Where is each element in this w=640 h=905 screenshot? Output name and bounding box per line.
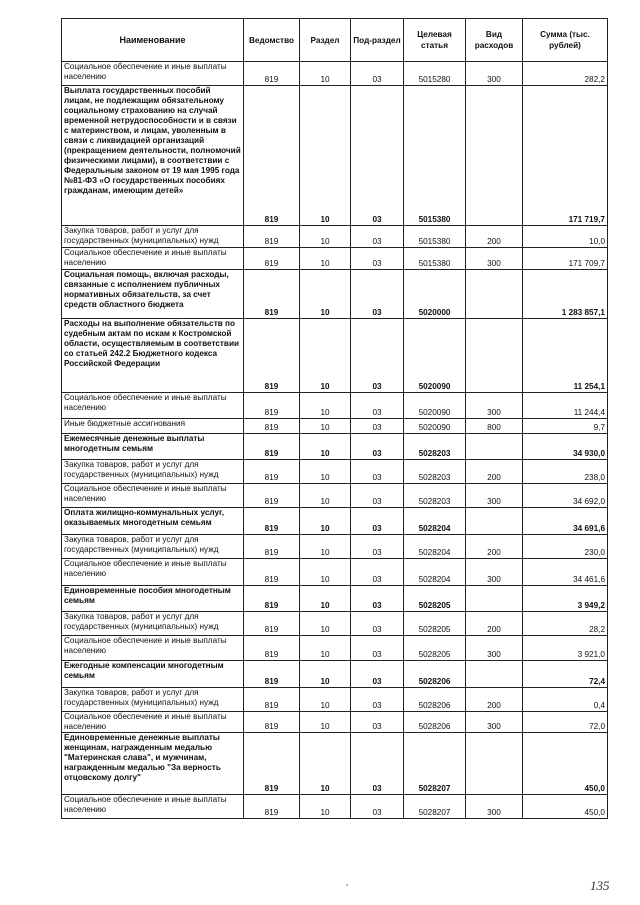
cell-target: 5020090 <box>404 419 466 434</box>
cell-target: 5028206 <box>404 661 466 688</box>
cell-subsection: 03 <box>351 484 404 508</box>
table-row <box>62 62 608 86</box>
cell-subsection: 03 <box>351 319 404 393</box>
table-row <box>62 86 608 226</box>
cell-sum: 230,0 <box>523 535 608 559</box>
cell-section: 10 <box>300 248 351 270</box>
cell-subsection: 03 <box>351 248 404 270</box>
cell-target: 5020000 <box>404 270 466 319</box>
table-row <box>62 484 608 508</box>
cell-type: 200 <box>466 688 523 712</box>
cell-type: 300 <box>466 248 523 270</box>
cell-name: Закупка товаров, работ и услуг для государственных (муниципальных) нужд <box>62 460 244 484</box>
cell-section: 10 <box>300 484 351 508</box>
cell-subsection: 03 <box>351 86 404 226</box>
cell-target: 5015380 <box>404 248 466 270</box>
cell-subsection: 03 <box>351 688 404 712</box>
cell-subsection: 03 <box>351 712 404 733</box>
cell-type <box>466 733 523 795</box>
cell-type: 800 <box>466 419 523 434</box>
cell-subsection: 03 <box>351 393 404 419</box>
table-row <box>62 712 608 733</box>
cell-dept: 819 <box>244 795 300 819</box>
cell-subsection: 03 <box>351 661 404 688</box>
cell-name: Единовременные пособия многодетным семьям <box>62 586 244 612</box>
cell-name: Социальное обеспечение и иные выплаты населению <box>62 636 244 661</box>
cell-name: Социальное обеспечение и иные выплаты населению <box>62 795 244 819</box>
cell-target: 5028203 <box>404 434 466 460</box>
cell-subsection: 03 <box>351 62 404 86</box>
cell-type: 300 <box>466 62 523 86</box>
cell-type: 200 <box>466 612 523 636</box>
cell-subsection: 03 <box>351 795 404 819</box>
cell-subsection: 03 <box>351 270 404 319</box>
cell-dept: 819 <box>244 86 300 226</box>
cell-target: 5028204 <box>404 508 466 535</box>
cell-dept: 819 <box>244 434 300 460</box>
cell-section: 10 <box>300 712 351 733</box>
cell-name: Социальное обеспечение и иные выплаты населению <box>62 484 244 508</box>
cell-subsection: 03 <box>351 226 404 248</box>
cell-target: 5028207 <box>404 795 466 819</box>
cell-name: Ежегодные компенсации многодетным семьям <box>62 661 244 688</box>
cell-sum: 34 930,0 <box>523 434 608 460</box>
table-row <box>62 460 608 484</box>
cell-sum: 450,0 <box>523 733 608 795</box>
cell-name: Единовременные денежные выплаты женщинам, награжденным медалью "Материнская слава", и мужчинам, награжденным медалью "За верность отцовскому долгу" <box>62 733 244 795</box>
cell-type <box>466 270 523 319</box>
cell-name: Закупка товаров, работ и услуг для государственных (муниципальных) нужд <box>62 226 244 248</box>
cell-subsection: 03 <box>351 559 404 586</box>
cell-dept: 819 <box>244 393 300 419</box>
cell-sum: 282,2 <box>523 62 608 86</box>
cell-sum: 10,0 <box>523 226 608 248</box>
table-row <box>62 795 608 819</box>
cell-sum: 34 691,6 <box>523 508 608 535</box>
table-row <box>62 535 608 559</box>
cell-sum: 0,4 <box>523 688 608 712</box>
cell-target: 5020090 <box>404 319 466 393</box>
cell-dept: 819 <box>244 535 300 559</box>
cell-type: 300 <box>466 484 523 508</box>
cell-dept: 819 <box>244 248 300 270</box>
header-subsection: Под-раздел <box>351 19 404 62</box>
cell-sum: 72,0 <box>523 712 608 733</box>
header-dept: Ведомство <box>244 19 300 62</box>
cell-type <box>466 661 523 688</box>
cell-sum: 34 461,6 <box>523 559 608 586</box>
cell-dept: 819 <box>244 460 300 484</box>
cell-type: 300 <box>466 559 523 586</box>
cell-dept: 819 <box>244 636 300 661</box>
table-row <box>62 636 608 661</box>
cell-type <box>466 319 523 393</box>
cell-target: 5015380 <box>404 226 466 248</box>
cell-target: 5028203 <box>404 460 466 484</box>
cell-type: 300 <box>466 393 523 419</box>
cell-sum: 11 244,4 <box>523 393 608 419</box>
cell-sum: 3 921,0 <box>523 636 608 661</box>
cell-name: Социальное обеспечение и иные выплаты населению <box>62 712 244 733</box>
table-row <box>62 226 608 248</box>
cell-section: 10 <box>300 226 351 248</box>
header-section: Раздел <box>300 19 351 62</box>
cell-dept: 819 <box>244 484 300 508</box>
cell-subsection: 03 <box>351 419 404 434</box>
cell-section: 10 <box>300 586 351 612</box>
cell-subsection: 03 <box>351 508 404 535</box>
cell-section: 10 <box>300 270 351 319</box>
table-row <box>62 586 608 612</box>
cell-type: 200 <box>466 460 523 484</box>
cell-dept: 819 <box>244 270 300 319</box>
table-row <box>62 319 608 393</box>
cell-section: 10 <box>300 62 351 86</box>
cell-section: 10 <box>300 661 351 688</box>
cell-subsection: 03 <box>351 586 404 612</box>
table-row <box>62 688 608 712</box>
cell-dept: 819 <box>244 688 300 712</box>
cell-sum: 9,7 <box>523 419 608 434</box>
cell-subsection: 03 <box>351 636 404 661</box>
cell-target: 5028205 <box>404 636 466 661</box>
cell-section: 10 <box>300 319 351 393</box>
cell-name: Социальное обеспечение и иные выплаты населению <box>62 393 244 419</box>
cell-sum: 3 949,2 <box>523 586 608 612</box>
cell-sum: 450,0 <box>523 795 608 819</box>
header-type: Вид расходов <box>466 19 523 62</box>
cell-target: 5028205 <box>404 612 466 636</box>
cell-section: 10 <box>300 636 351 661</box>
cell-section: 10 <box>300 419 351 434</box>
table-row <box>62 661 608 688</box>
cell-section: 10 <box>300 86 351 226</box>
cell-name: Выплата государственных пособий лицам, не подлежащим обязательному социальному страхованию на случай временной нетрудоспособности и в связи с материнством, и лицам, уволенным в связи с ликвидацией организаций (прекращением деятельности, полномочий физическими лицами), в соответствии с Федеральным законом от 19 мая 1995 года №81-ФЗ «О государственных пособиях гражданам, имеющим детей» <box>62 86 244 226</box>
cell-subsection: 03 <box>351 733 404 795</box>
cell-name: Закупка товаров, работ и услуг для государственных (муниципальных) нужд <box>62 612 244 636</box>
cell-dept: 819 <box>244 733 300 795</box>
cell-dept: 819 <box>244 508 300 535</box>
cell-name: Социальное обеспечение и иные выплаты населению <box>62 248 244 270</box>
cell-type: 300 <box>466 795 523 819</box>
header-sum: Сумма (тыс. рублей) <box>523 19 608 62</box>
cell-section: 10 <box>300 508 351 535</box>
cell-sum: 72,4 <box>523 661 608 688</box>
table-row <box>62 434 608 460</box>
cell-section: 10 <box>300 434 351 460</box>
cell-dept: 819 <box>244 319 300 393</box>
cell-sum: 171 709,7 <box>523 248 608 270</box>
cell-section: 10 <box>300 795 351 819</box>
cell-target: 5028206 <box>404 712 466 733</box>
cell-dept: 819 <box>244 559 300 586</box>
cell-sum: 28,2 <box>523 612 608 636</box>
cell-target: 5028203 <box>404 484 466 508</box>
cell-sum: 1 283 857,1 <box>523 270 608 319</box>
header-name: Наименование <box>62 19 244 62</box>
cell-target: 5028204 <box>404 535 466 559</box>
cell-sum: 34 692,0 <box>523 484 608 508</box>
cell-type <box>466 434 523 460</box>
table-row <box>62 419 608 434</box>
table-row <box>62 393 608 419</box>
cell-target: 5015280 <box>404 62 466 86</box>
cell-type: 300 <box>466 712 523 733</box>
cell-subsection: 03 <box>351 535 404 559</box>
cell-subsection: 03 <box>351 434 404 460</box>
cell-section: 10 <box>300 688 351 712</box>
table-header-row <box>62 19 608 62</box>
cell-section: 10 <box>300 733 351 795</box>
table-row <box>62 248 608 270</box>
cell-dept: 819 <box>244 712 300 733</box>
budget-table <box>61 18 608 819</box>
cell-name: Расходы на выполнение обязательств по судебным актам по искам к Костромской области, осуществляемым в соответствии со статьей 242.2 Бюджетного кодекса Российской Федерации <box>62 319 244 393</box>
cell-target: 5020090 <box>404 393 466 419</box>
cell-name: Иные бюджетные ассигнования <box>62 419 244 434</box>
cell-section: 10 <box>300 559 351 586</box>
cell-type: 300 <box>466 636 523 661</box>
cell-dept: 819 <box>244 419 300 434</box>
cell-subsection: 03 <box>351 612 404 636</box>
cell-section: 10 <box>300 393 351 419</box>
cell-sum: 11 254,1 <box>523 319 608 393</box>
cell-type <box>466 586 523 612</box>
header-target: Целевая статья <box>404 19 466 62</box>
cell-section: 10 <box>300 460 351 484</box>
cell-dept: 819 <box>244 612 300 636</box>
cell-type <box>466 508 523 535</box>
cell-target: 5028206 <box>404 688 466 712</box>
cell-type <box>466 86 523 226</box>
cell-name: Социальная помощь, включая расходы, связанные с исполнением публичных нормативных обязательств, за счет средств областного бюджета <box>62 270 244 319</box>
cell-target: 5028207 <box>404 733 466 795</box>
cell-target: 5028204 <box>404 559 466 586</box>
cell-name: Социальное обеспечение и иные выплаты населению <box>62 559 244 586</box>
cell-name: Оплата жилищно-коммунальных услуг, оказываемых многодетным семьям <box>62 508 244 535</box>
cell-type: 200 <box>466 226 523 248</box>
table-row <box>62 270 608 319</box>
cell-name: Закупка товаров, работ и услуг для государственных (муниципальных) нужд <box>62 688 244 712</box>
cell-section: 10 <box>300 612 351 636</box>
cell-section: 10 <box>300 535 351 559</box>
page-number: 135 <box>590 878 610 893</box>
table-row <box>62 508 608 535</box>
cell-dept: 819 <box>244 661 300 688</box>
cell-target: 5028205 <box>404 586 466 612</box>
cell-subsection: 03 <box>351 460 404 484</box>
cell-name: Закупка товаров, работ и услуг для государственных (муниципальных) нужд <box>62 535 244 559</box>
table-row <box>62 612 608 636</box>
cell-dept: 819 <box>244 586 300 612</box>
cell-name: Ежемесячные денежные выплаты многодетным семьям <box>62 434 244 460</box>
cell-name: Социальное обеспечение и иные выплаты населению <box>62 62 244 86</box>
table-row <box>62 559 608 586</box>
scan-speck <box>346 884 348 886</box>
cell-dept: 819 <box>244 226 300 248</box>
cell-target: 5015380 <box>404 86 466 226</box>
table-row <box>62 733 608 795</box>
cell-type: 200 <box>466 535 523 559</box>
cell-sum: 238,0 <box>523 460 608 484</box>
cell-dept: 819 <box>244 62 300 86</box>
cell-sum: 171 719,7 <box>523 86 608 226</box>
